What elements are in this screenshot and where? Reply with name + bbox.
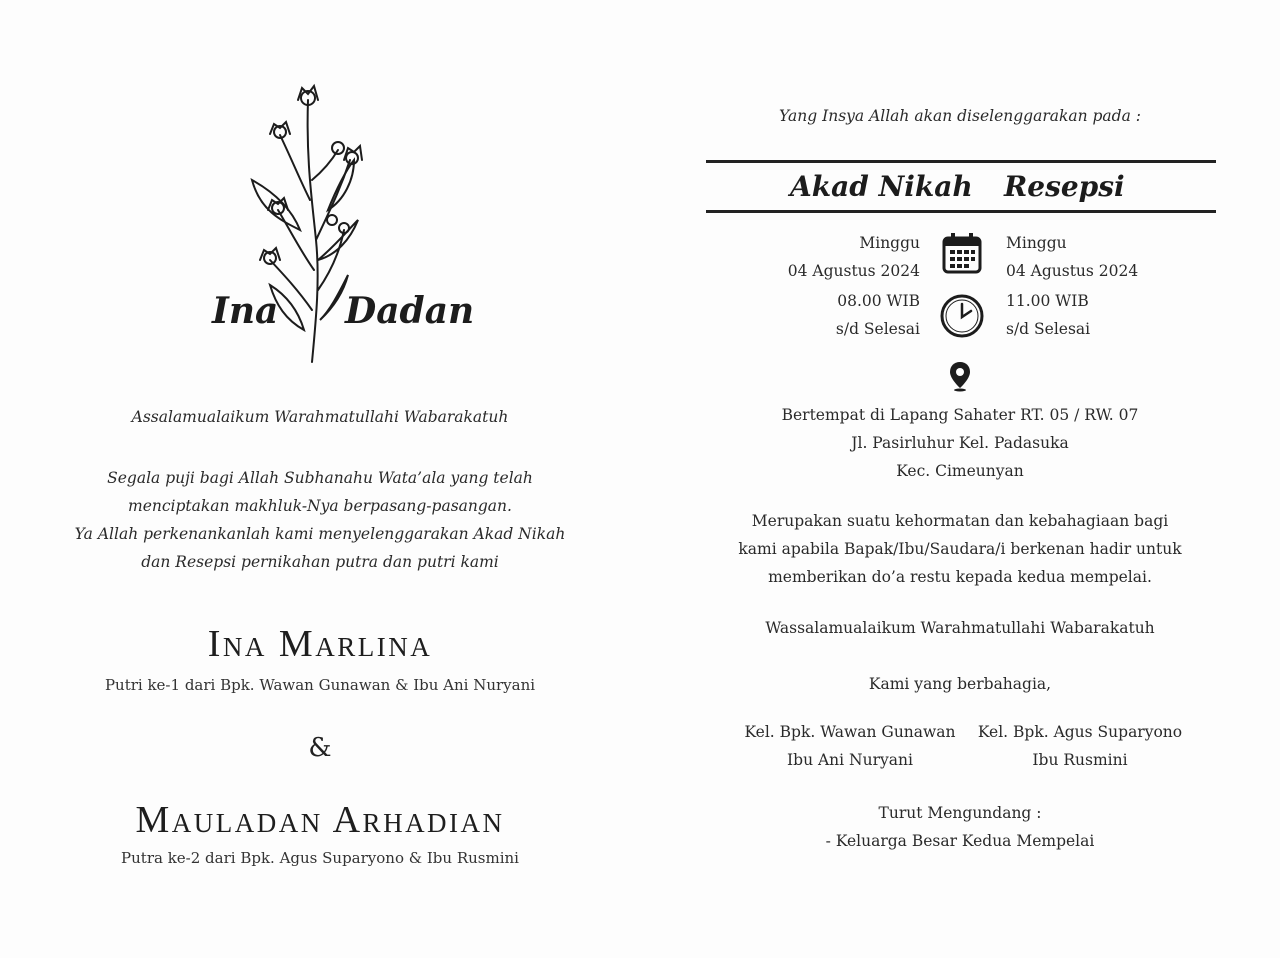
venue-line: Kec. Cimeunyan (896, 462, 1024, 480)
akad-title: Akad Nikah (790, 170, 973, 203)
happy-line: Kami yang berbahagia, (868, 675, 1052, 693)
akad-date-block (788, 229, 920, 285)
lead-text: Yang Insya Allah akan diselenggarakan pada : (778, 107, 1141, 125)
family-left-line: Kel. Bpk. Wawan Gunawan (744, 723, 956, 741)
akad-until: s/d Selesai (835, 320, 920, 338)
location-pin-icon (948, 360, 972, 392)
family-right-line: Kel. Bpk. Agus Suparyono (977, 723, 1183, 741)
ampersand: & (308, 733, 332, 763)
closing: Wassalamualaikum Warahmatullahi Wabarakatuh (765, 619, 1155, 637)
clock-icon (939, 293, 985, 339)
akad-time-block (836, 287, 920, 343)
bride-name: Ina Marlina (207, 623, 433, 665)
family-left (740, 718, 960, 774)
akad-date: 04 Agustus 2024 (787, 262, 920, 280)
family-right-line: Ibu Rusmini (1032, 751, 1128, 769)
groom-name: Mauladan Arhadian (135, 799, 505, 841)
monogram-bride: Ina (212, 290, 279, 332)
resepsi-title: Resepsi (1004, 170, 1125, 203)
invite-title: Turut Mengundang : (878, 804, 1042, 822)
invite-line: - Keluarga Besar Kedua Mempelai (825, 832, 1095, 850)
resepsi-date: 04 Agustus 2024 (1006, 262, 1139, 280)
family-left-line: Ibu Ani Nuryani (787, 751, 913, 769)
invite-block (640, 799, 1280, 855)
honor-line: kami apabila Bapak/Ibu/Saudara/i berkenan hadir untuk (738, 540, 1182, 558)
calendar-icon (942, 232, 982, 274)
akad-day: Minggu (859, 234, 920, 252)
honor-line: Merupakan suatu kehormatan dan kebahagiaan bagi (751, 512, 1169, 530)
akad-time: 08.00 WIB (837, 292, 920, 310)
resepsi-day: Minggu (1006, 234, 1067, 252)
bottom-divider (706, 210, 1216, 213)
resepsi-time: 11.00 WIB (1006, 292, 1089, 310)
honor-text (640, 507, 1280, 591)
resepsi-until: s/d Selesai (1006, 320, 1091, 338)
venue (640, 401, 1280, 485)
monogram-groom: Dadan (345, 290, 475, 332)
intro-line: dan Resepsi pernikahan putra dan putri kami (141, 553, 499, 571)
intro-text (0, 464, 640, 576)
honor-line: memberikan do’a restu kepada kedua mempelai. (768, 568, 1152, 586)
intro-line: Ya Allah perkenankanlah kami menyelenggarakan Akad Nikah (74, 525, 566, 543)
intro-line: Segala puji bagi Allah Subhanahu Wata’ala yang telah (107, 469, 533, 487)
top-divider (706, 160, 1216, 163)
intro-line: menciptakan makhluk-Nya berpasang-pasangan. (128, 497, 512, 515)
bride-parents: Putri ke-1 dari Bpk. Wawan Gunawan & Ibu Ani Nuryani (104, 676, 536, 694)
resepsi-time-block (1006, 287, 1090, 343)
venue-line: Bertempat di Lapang Sahater RT. 05 / RW. 07 (781, 406, 1139, 424)
right-page (640, 0, 1280, 958)
greeting: Assalamualaikum Warahmatullahi Wabarakatuh (131, 408, 509, 426)
venue-line: Jl. Pasirluhur Kel. Padasuka (851, 434, 1069, 452)
groom-parents: Putra ke-2 dari Bpk. Agus Suparyono & Ibu Rusmini (121, 849, 519, 867)
resepsi-date-block (1006, 229, 1138, 285)
family-right (970, 718, 1190, 774)
